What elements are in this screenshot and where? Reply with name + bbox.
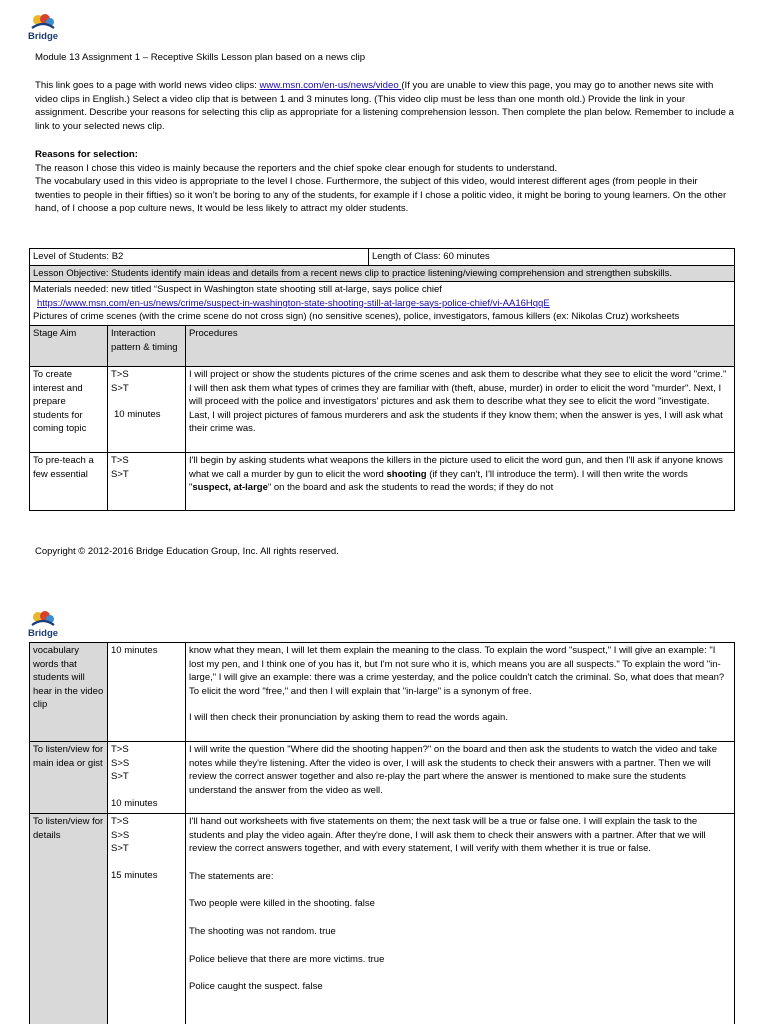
page-2 <box>0 605 768 1024</box>
row5-timing: 15 minutes <box>111 869 158 881</box>
row4-interaction <box>108 742 186 814</box>
row3-stage-aim: vocabulary words that students will hear in the video clip <box>30 643 108 742</box>
materials-needed <box>30 282 735 326</box>
materials-text-pre: Materials needed: new titled “Suspect in Washington state shooting still at-large, says police chief <box>33 284 442 296</box>
row5-procedures <box>186 814 735 1024</box>
row4-interaction-a: T>S <box>111 744 129 755</box>
row4-procedures: I will write the question "Where did the shooting happen?" on the board and then ask the students to watch the video and take notes while they're listening. After the video is over, I will ask the students to check their answers with a partner. Then we will review the correct answer together and also re-play the part where the answer is mentioned to make sure the students understand the answer from the video as well. <box>186 742 735 814</box>
statement-item: Police believe that there are more victims. true <box>189 953 385 965</box>
reasons-paragraph-1: The reason I chose this video is mainly because the reporters and the chief spoke clear enough for students to understand. <box>35 162 558 174</box>
row5-interaction-a: T>S <box>111 816 129 827</box>
row2-proc-bold-words: suspect, at-large <box>192 482 268 494</box>
row1-interaction-a: T>S <box>111 368 129 380</box>
statement-item: The shooting was not random. true <box>189 925 336 937</box>
row2-interaction-b: S>T <box>111 468 129 480</box>
statements-heading: The statements are: <box>189 870 274 882</box>
row1-interaction <box>108 366 186 452</box>
row1-procedures: I will project or show the students pictures of the crime scenes and ask them to describe what they see to elicit the word "crime." I will then ask them what types of crimes they are familiar with (theft, abuse, murder) in order to elicit the word "murder". Next, I will proceed with the police and investigators' pictures and ask them to describe what they see to elicit the word "investigate. Last, I will project pictures of famous murderers and ask the students if they know them; when the answer is yes, I will ask what their crime was. <box>186 366 735 452</box>
materials-text-post: Pictures of crime scenes (with the crime scene do not cross sign) (no sensitive scenes), police, investigators, famous killers (ex: Nikolas Cruz) worksheets <box>33 311 680 323</box>
row2-interaction-a: T>S <box>111 454 129 466</box>
row3-timing: 10 minutes <box>108 643 186 742</box>
row2-proc-text-c: (if they can't, I'll introduce the term). I will then write the words " <box>189 468 688 494</box>
row5-interaction-c: S>T <box>111 843 129 855</box>
statement-item: Two people were killed in the shooting. false <box>189 898 375 910</box>
news-clip-link[interactable]: https://www.msn.com/en-us/news/crime/suspect-in-washington-state-shooting-still-at-large-says-police-chief/vi-AA16HqqE <box>37 297 550 309</box>
header-stage-aim: Stage Aim <box>30 325 108 366</box>
row2-interaction <box>108 452 186 510</box>
row1-stage-aim: To create interest and prepare students for coming topic <box>30 366 108 452</box>
module-title: Module 13 Assignment 1 – Receptive Skills Lesson plan based on a news clip <box>35 52 366 63</box>
length-of-class: Length of Class: 60 minutes <box>369 249 735 266</box>
row1-interaction-b: S>T <box>111 382 129 394</box>
row4-interaction-c: S>T <box>111 771 129 783</box>
row2-proc-text-e: " on the board and ask the students to read the words; if they do not <box>267 482 554 494</box>
row3-proc-paragraph-2: I will then check their pronunciation by asking them to read the words again. <box>189 712 508 724</box>
instructions <box>35 79 735 133</box>
row4-stage-aim: To listen/view for main idea or gist <box>30 742 108 814</box>
bridge-logo-text: Bridge <box>27 628 59 639</box>
row2-proc-bold-shooting: shooting <box>386 468 427 480</box>
bridge-logo-icon <box>30 611 56 628</box>
copyright: Copyright © 2012-2016 Bridge Education Group, Inc. All rights reserved. <box>35 546 339 557</box>
row3-procedures <box>186 643 735 742</box>
instructions-text-pre: This link goes to a page with world news video clips: <box>35 80 260 91</box>
header-interaction: Interaction pattern & timing <box>108 325 186 366</box>
lesson-plan-table <box>29 248 735 511</box>
reasons-paragraph-2: The vocabulary used in this video is appropriate to the level I chose. Furthermore, the subject of this video, would interest different ages (from people in their twenties to people in their fifties) so it won’t be boring to any of the students, for example if I chose a politic video, it might be boring to young learners. On the other hand, of I choose a pop culture news, It would be less likely to attract my older students. <box>35 176 727 215</box>
bridge-logo-icon <box>30 14 56 31</box>
reasons-heading: Reasons for selection: <box>35 149 138 160</box>
row4-timing: 10 minutes <box>111 797 158 809</box>
row5-interaction <box>108 814 186 1024</box>
row2-procedures <box>186 452 735 510</box>
row5-interaction-b: S>S <box>111 829 130 841</box>
row2-proc-text-a: I'll begin by asking students what weapons the killers in the picture used to elicit the word gun, and then I'll ask if anyone knows what we call a murder by gun to elicit the word <box>189 454 723 480</box>
row5-stage-aim: To listen/view for details <box>30 814 108 1024</box>
row1-timing: 10 minutes <box>114 409 161 421</box>
row3-proc-paragraph-1: know what they mean, I will let them explain the meaning to the class. To explain the word "suspect," I will give an example: "I lost my pen, and I think one of you has it, but I'm not sure who it is, which means you are all suspects." To explain the word "in-large," I will give an example: there was a crime yesterday, and the police couldn't catch the criminal. So, what does that mean? To elicit the word "free," and then I will explain that "in-large" is a synonym of free. <box>189 645 725 697</box>
row5-proc-paragraph: I'll hand out worksheets with five statements on them; the next task will be a true or false one. I will explain the task to the students and play the video again. After they're done, I will ask them to check their answers with a partner. After that we will review the correct answers together, and with every statement, I will verify with them whether it is true or false. <box>189 816 706 855</box>
reasons-section <box>35 148 735 216</box>
row4-interaction-b: S>S <box>111 757 130 769</box>
header-procedures: Procedures <box>186 325 735 366</box>
bridge-logo <box>24 14 62 42</box>
instructions-text-post: (If you are unable to view this page, you may go to another news site with video clips in English.) Select a video clip that is between 1 and 3 minutes long. (This video clip must be less than one month old.) Provide the link in your assignment. Describe your reasons for selecting this clip as appropriate for a listening comprehension lesson. Then complete the plan below. Remember to include a link to your selected news clip. <box>35 80 734 132</box>
lesson-objective: Lesson Objective: Students identify main ideas and details from a recent news clip to practice listening/viewing comprehension and strengthen subskills. <box>30 265 735 282</box>
bridge-logo-text: Bridge <box>27 31 59 42</box>
level-of-students: Level of Students: B2 <box>30 249 369 266</box>
msn-video-link[interactable]: www.msn.com/en-us/news/video <box>259 80 402 91</box>
row2-stage-aim: To pre-teach a few essential <box>30 452 108 510</box>
statement-item: Police caught the suspect. false <box>189 981 323 993</box>
lesson-plan-table-continued <box>29 642 735 1024</box>
bridge-logo <box>24 611 62 639</box>
